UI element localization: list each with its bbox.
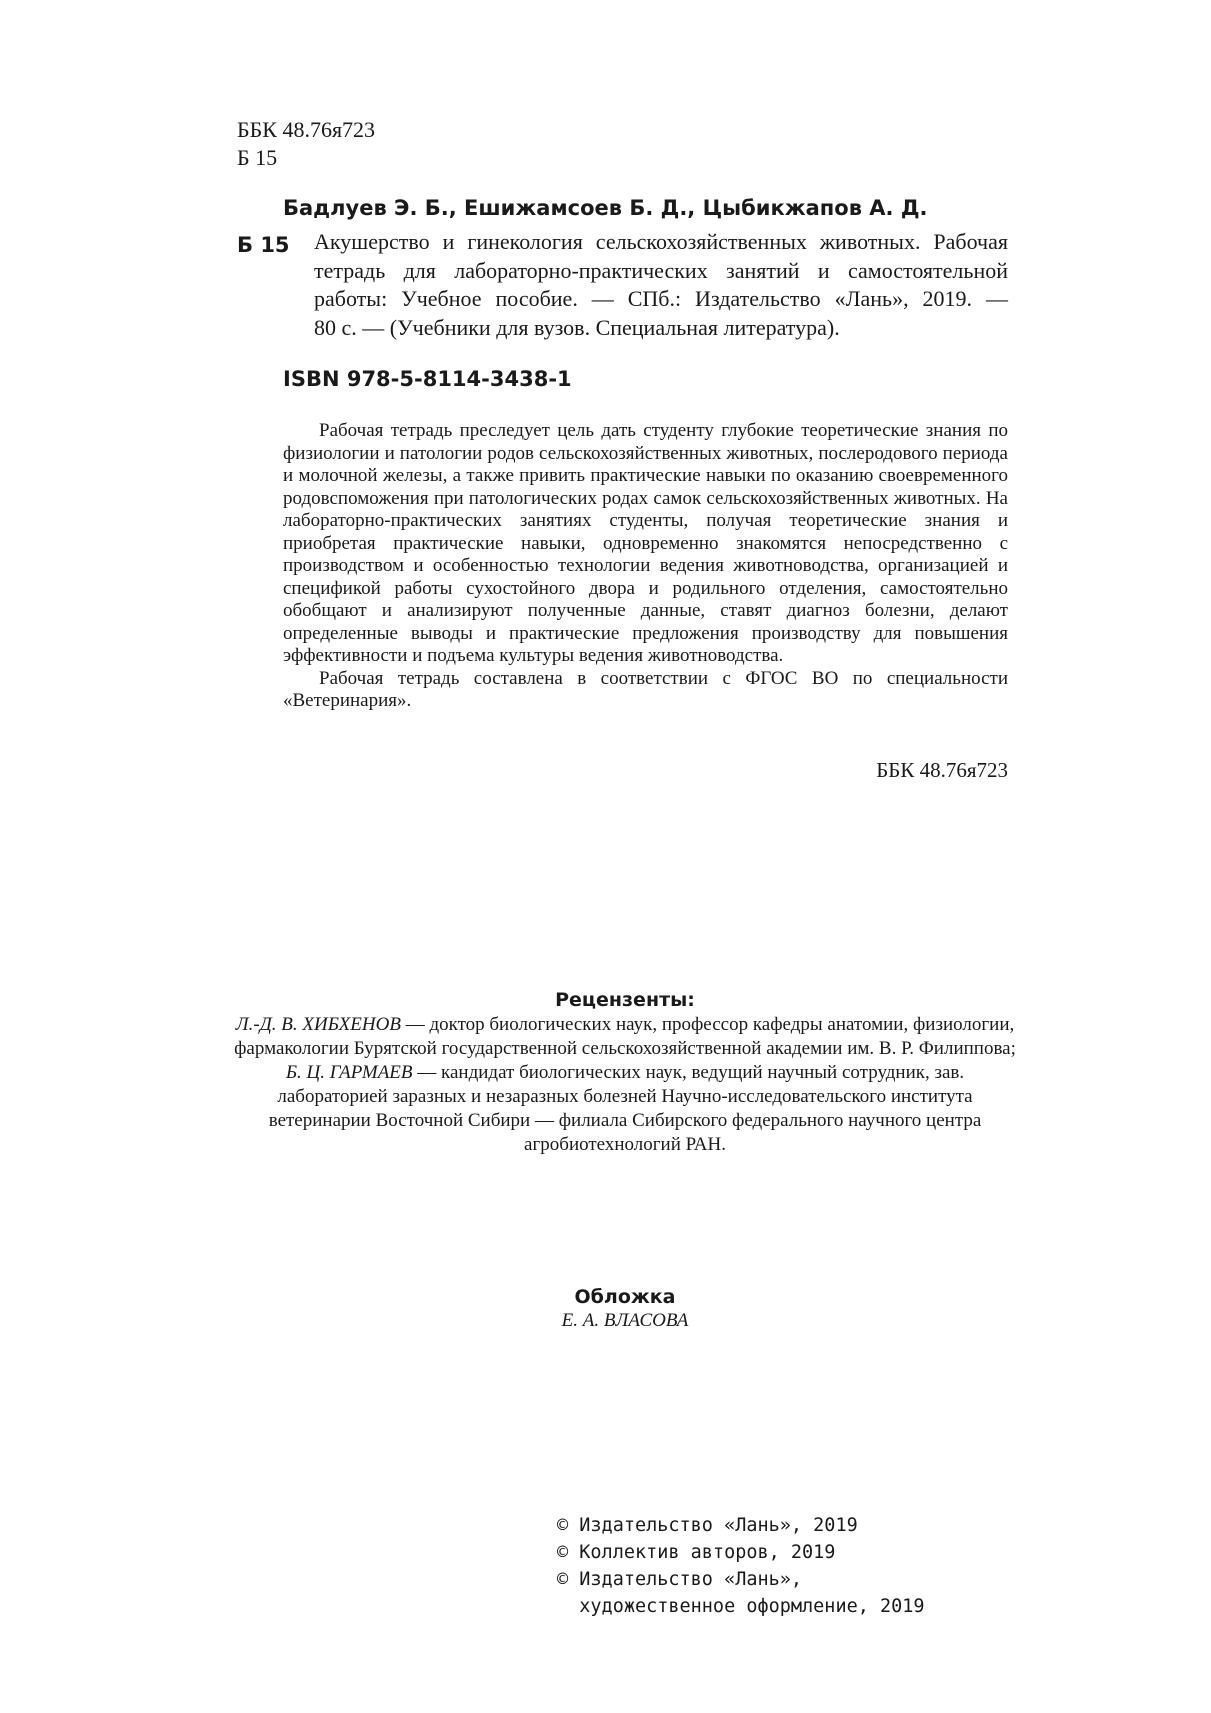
copyright-line: © Коллектив авторов, 2019	[557, 1542, 836, 1563]
abstract-paragraph-1: Рабочая тетрадь преследует цель дать студенту глубокие теоретические знания по физиологии и патологии родов сельскохозяйственных животных, послеродового периода и молочной железы, а также привить практические навыки по оказанию своевременного родовспоможения при патологических родах самок сельскохозяйственных животных. На лабораторно-практических занятиях студенты, получая теоретические знания и приобретая практические навыки, одновременно знакомятся непосредственно с производством и особенностью технологии ведения животноводства, организацией и спецификой работы сухостойного двора и родильного отделения, самостоятельно обобщают и анализируют полученные данные, ставят диагноз болезни, делают определенные выводы и практические предложения производству для повышения эффективности и подъема культуры ведения животноводства.	[283, 420, 1008, 666]
bbk-code: ББК 48.76я723	[237, 117, 376, 142]
reviewer-entry	[230, 1061, 1020, 1157]
classification-block	[237, 116, 375, 172]
bibliographic-description	[314, 228, 1008, 342]
title-line-1: Акушерство и гинекология сельскохозяйственных животных. Рабочая	[314, 229, 1008, 254]
title-line-2: тетрадь для лабораторно-практических занятий и самостоятельной	[314, 257, 1008, 283]
abstract	[283, 420, 1008, 713]
copyright-line: © Издательство «Лань»,	[557, 1569, 803, 1590]
bbk-bottom: ББК 48.76я723	[876, 758, 1008, 782]
reviewers-list	[230, 1013, 1020, 1157]
reviewer-name: Б. Ц. ГАРМАЕВ	[285, 1062, 413, 1083]
title-line-3: работы: Учебное пособие. — СПб.: Издательство «Лань», 2019. —	[314, 286, 1008, 311]
cover-designer: Е. А. ВЛАСОВА	[561, 1310, 689, 1331]
copyright-line: художественное оформление, 2019	[557, 1596, 925, 1617]
reviewer-name: Л.-Д. В. ХИБХЕНОВ	[235, 1014, 401, 1035]
copyright-line: © Издательство «Лань», 2019	[557, 1515, 858, 1536]
reviewer-description: — кандидат биологических наук, ведущий научный сотрудник, зав. лабораторией заразных и незаразных болезней Научно-исследовательского института ветеринарии Восточной Сибири — филиала Сибирского федерального научного центра агробиотехнологий РАН.	[268, 1062, 982, 1155]
abstract-paragraph-2: Рабочая тетрадь составлена в соответствии с ФГОС ВО по специальности «Ветеринария».	[283, 667, 1008, 711]
reviewer-description: — доктор биологических наук, профессор кафедры анатомии, физиологии, фармакологии Бурятской государственной сельскохозяйственной академии им. В. Р. Филиппова;	[234, 1014, 1016, 1059]
title-line-4: 80 с. — (Учебники для вузов. Специальная литература).	[314, 314, 840, 340]
reviewer-entry	[230, 1013, 1020, 1061]
isbn: ISBN 978-5-8114-3438-1	[283, 367, 572, 391]
copyright-block	[557, 1512, 925, 1620]
author-mark: Б 15	[237, 145, 278, 170]
cover-heading: Обложка	[574, 1286, 676, 1308]
reviewers-heading: Рецензенты:	[555, 989, 695, 1011]
authors-line: Бадлуев Э. Б., Ешижамсоев Б. Д., Цыбикжапов А. Д.	[283, 196, 928, 220]
book-mark: Б 15	[237, 233, 290, 257]
